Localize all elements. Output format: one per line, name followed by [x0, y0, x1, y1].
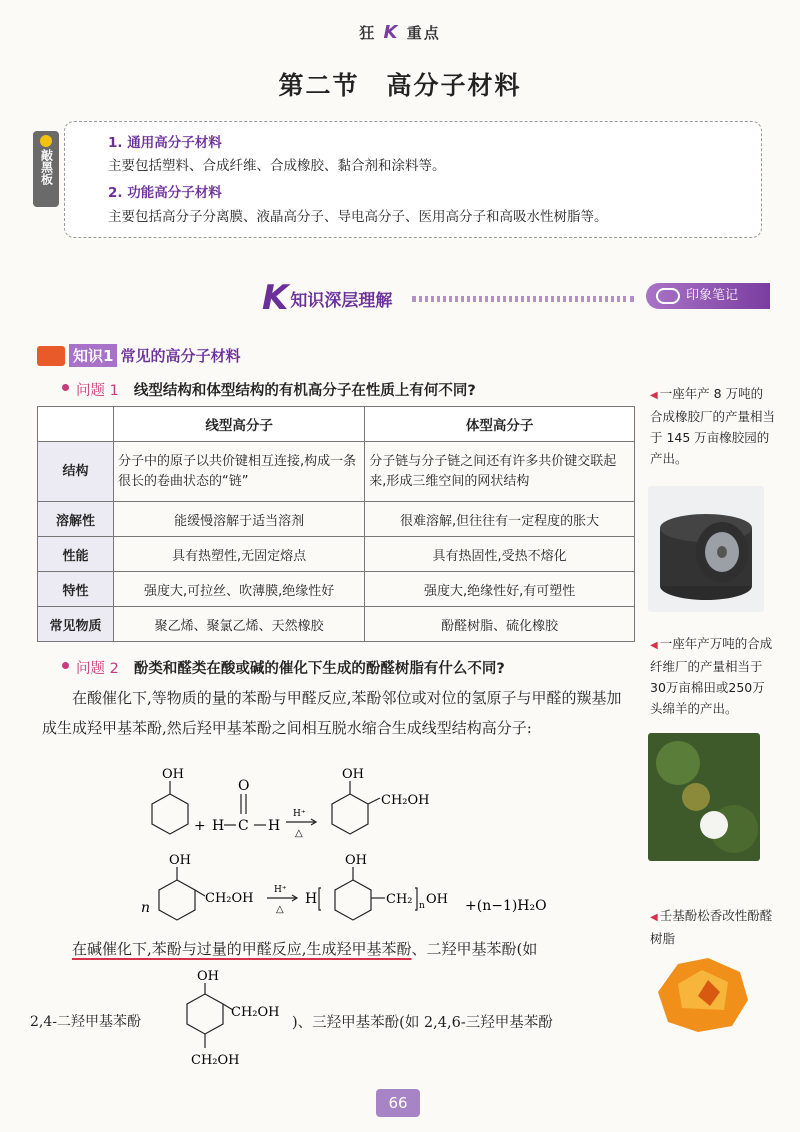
section-divider	[412, 296, 634, 302]
table-row	[38, 607, 635, 642]
table-header-cell: 线型高分子	[114, 407, 365, 442]
triangle-icon: ◀	[650, 390, 658, 401]
eq2-poly-oh: OH	[345, 853, 367, 868]
question-1-num: 问题 1	[76, 383, 119, 399]
eq1-h2: H	[268, 818, 281, 834]
eq2-h: H	[305, 891, 318, 907]
eq1-cond-top: H⁺	[293, 809, 306, 819]
knowledge-heading	[37, 344, 240, 367]
section-banner	[262, 278, 393, 318]
paragraph-1: 在酸催化下,等物质的量的苯酚与甲醛反应,苯酚邻位或对位的氢原子与甲醛的羰基加成生成羟甲基苯酚,然后羟甲基苯酚之间相互脱水缩合生成线型结构高分子:	[42, 689, 622, 737]
para3-g1: CH₂OH	[231, 1005, 280, 1020]
benzene-ring-icon	[332, 794, 368, 834]
table-row	[38, 442, 635, 502]
note-tag	[646, 283, 770, 309]
side-caption-2	[650, 633, 775, 719]
book-icon	[37, 346, 65, 366]
eq1-cond-bottom: △	[295, 828, 303, 839]
table-header-row	[38, 407, 635, 442]
eq2-oh2: OH	[426, 892, 448, 907]
triangle-icon: ◀	[650, 912, 658, 923]
cloud-icon	[656, 288, 680, 304]
reaction-equation-1	[130, 764, 470, 846]
product-oh: OH	[342, 767, 364, 782]
triangle-icon: ◀	[650, 640, 658, 651]
question-2-num: 问题 2	[76, 661, 119, 677]
bulb-icon	[40, 135, 52, 147]
table-cell: 很难溶解,但往往有一定程度的胀大	[365, 502, 635, 537]
row-header: 性能	[38, 537, 114, 572]
side-caption-2-text: 一座年产万吨的合成纤维厂的产量相当于30万亩棉田或250万头绵羊的产出。	[650, 636, 773, 716]
para3-tail: )、三羟甲基苯酚(如 2,4,6-三羟甲基苯酚	[292, 1015, 553, 1031]
board-tab	[33, 131, 59, 207]
comparison-table	[37, 406, 635, 642]
page-number: 66	[376, 1089, 420, 1117]
board-text-2: 主要包括高分子分离膜、液晶高分子、导电高分子、医用高分子和高吸水性树脂等。	[108, 209, 608, 225]
benzene-ring-icon	[335, 880, 371, 920]
table-row	[38, 502, 635, 537]
eq2-n: n	[141, 900, 151, 916]
question-1	[76, 379, 476, 400]
eq2-ch2: CH₂	[386, 892, 413, 907]
table-header-cell: 体型高分子	[365, 407, 635, 442]
paragraph-2-underlined: 在碱催化下,苯酚与过量的甲醛反应,生成羟甲基苯酚	[72, 940, 412, 958]
brand-right: 重点	[406, 24, 441, 42]
eq1-c: C	[238, 818, 249, 834]
table-header-cell	[38, 407, 114, 442]
para3-g2: CH₂OH	[191, 1053, 240, 1068]
question-2	[76, 657, 505, 678]
eq1-h1: H	[212, 818, 225, 834]
section-k-icon: K	[262, 278, 289, 318]
table-cell: 强度大,可拉丝、吹薄膜,绝缘性好	[114, 572, 365, 607]
benzene-ring-icon	[187, 994, 223, 1034]
table-cell: 强度大,绝缘性好,有可塑性	[365, 572, 635, 607]
table-cell: 具有热固性,受热不熔化	[365, 537, 635, 572]
knowledge-tag: 知识1	[69, 344, 117, 367]
table-row	[38, 572, 635, 607]
paragraph-2	[42, 934, 632, 964]
eq2-plus-water: +(n−1)H₂O	[465, 898, 547, 914]
knowledge-title: 常见的高分子材料	[120, 347, 241, 365]
eq2-cond-bottom: △	[276, 904, 284, 915]
benzene-ring-icon	[152, 794, 188, 834]
dihydroxymethylphenol-structure	[165, 966, 295, 1074]
reaction-equation-2	[135, 850, 575, 932]
phenol-oh: OH	[162, 767, 184, 782]
board-heading-1: 1. 通用高分子材料	[108, 135, 222, 151]
section-title: 知识深层理解	[290, 290, 393, 311]
question-1-text: 线型结构和体型结构的有机高分子在性质上有何不同?	[133, 383, 476, 399]
tire-photo	[648, 486, 764, 612]
paragraph-2-rest: 、二羟甲基苯酚(如	[411, 940, 538, 958]
benzene-ring-icon	[159, 880, 195, 920]
table-cell: 具有热塑性,无固定熔点	[114, 537, 365, 572]
note-tag-label: 印象笔记	[686, 288, 739, 303]
brand-k-logo: K	[383, 22, 400, 43]
board-text-1: 主要包括塑料、合成纤维、合成橡胶、黏合剂和涂料等。	[108, 158, 446, 174]
eq2-oh: OH	[169, 853, 191, 868]
resin-photo	[648, 952, 756, 1034]
question-2-text: 酚类和醛类在酸或碱的催化下生成的酚醛树脂有什么不同?	[133, 661, 505, 677]
side-caption-3	[650, 905, 775, 949]
side-caption-1-text: 一座年产 8 万吨的合成橡胶厂的产量相当于 145 万亩橡胶园的产出。	[650, 386, 776, 466]
row-header: 结构	[38, 442, 114, 502]
board-tab-label: 敲黑板	[39, 149, 54, 185]
table-cell: 聚乙烯、聚氯乙烯、天然橡胶	[114, 607, 365, 642]
row-header: 溶解性	[38, 502, 114, 537]
para3-oh: OH	[197, 969, 219, 984]
board-heading-2: 2. 功能高分子材料	[108, 185, 222, 201]
side-caption-1	[650, 383, 775, 469]
row-header: 特性	[38, 572, 114, 607]
table-cell: 酚醛树脂、硫化橡胶	[365, 607, 635, 642]
para3-lead: 2,4-二羟甲基苯酚	[30, 1014, 141, 1030]
eq1-plus: +	[194, 818, 206, 834]
table-cell: 分子链与分子链之间还有许多共价键交联起来,形成三维空间的网状结构	[365, 442, 635, 502]
header-brand	[0, 22, 800, 43]
product-group: CH₂OH	[381, 793, 430, 808]
bullet-icon	[62, 384, 69, 391]
table-cell: 分子中的原子以共价键相互连接,构成一条很长的卷曲状态的“链”	[114, 442, 365, 502]
eq2-group: CH₂OH	[205, 891, 254, 906]
brand-left: 狂	[359, 24, 377, 42]
eq2-cond-top: H⁺	[274, 885, 287, 895]
table-row	[38, 537, 635, 572]
eq1-o: O	[238, 778, 250, 794]
cotton-photo	[648, 733, 760, 861]
row-header: 常见物质	[38, 607, 114, 642]
eq2-sub-n: n	[419, 901, 425, 911]
page-title: 第二节 高分子材料	[278, 71, 522, 100]
bullet-icon	[62, 662, 69, 669]
table-cell: 能缓慢溶解于适当溶剂	[114, 502, 365, 537]
side-caption-3-text: 壬基酚松香改性酚醛树脂	[650, 908, 773, 946]
